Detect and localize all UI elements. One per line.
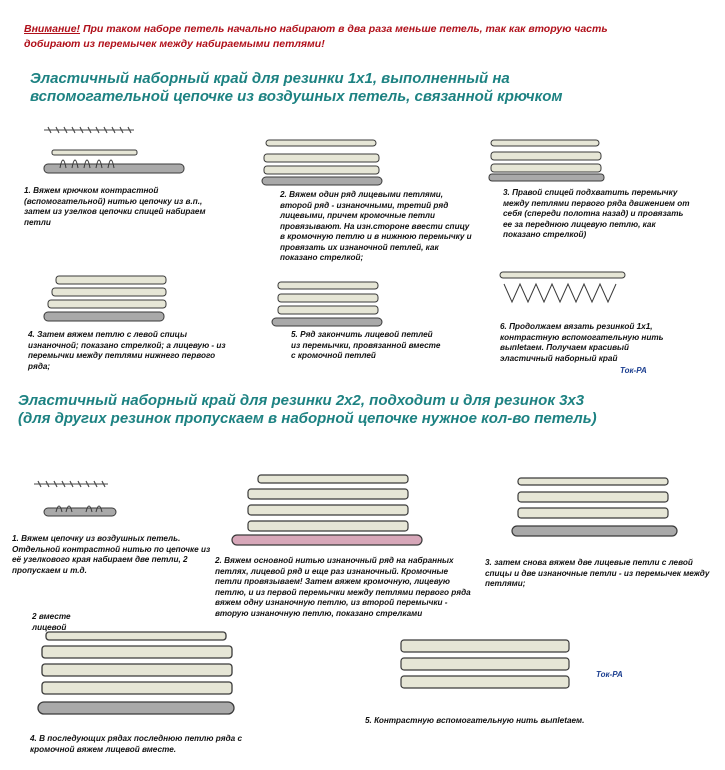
section2-note-label: 2 вместе лицевой: [32, 612, 71, 632]
section1-step3-caption: 3. Правой спицей подхватить перемычку между петлями первого ряда движением от себя (спереди полотна назад) и провязать ее за переднюю лицевую петлю, как показано стрелкой): [503, 188, 690, 239]
section1-step1-caption: 1. Вяжем крючком контрастной (вспомогательной) нитью цепочку из в.п., затем из узелков цепочки спицей набираем петли: [24, 186, 206, 227]
section1-signature: Ток-РА: [620, 366, 647, 375]
knitting-illustration-2x2-step5: [395, 632, 575, 704]
warning-label: Внимание!: [24, 23, 81, 35]
section1-step2-caption: 2. Вяжем один ряд лицевыми петлями, второй ряд - изнаночными, третий ряд лицевыми, причем кромочные петли провязывают. На изн.стороне ввести спицу в кромочную петлю и в нижнюю перемычку и провязать их изнаночной петлей, как показано стрелкой;: [280, 190, 472, 262]
knitting-illustration-2x2-step2: [228, 455, 428, 550]
knitting-illustration-step3: [485, 128, 615, 183]
section1-title-line1: Эластичный наборный край для резинки 1х1, выполненный на: [30, 70, 510, 87]
chain-stitch-illustration-2: [32, 480, 112, 488]
knitting-illustration-step2: [258, 130, 388, 190]
section1-step6-caption: 6. Продолжаем вязать резинкой 1х1, контрастную вспомогательную нить выпletaем. Получаем красивый эластичный наборный край: [500, 322, 664, 363]
knitting-illustration-step1: [42, 142, 192, 182]
section1-step5-caption: 5. Ряд закончить лицевой петлей из перемычки, провязанной вместе с кромочной петлей: [291, 330, 441, 360]
section2-step4-caption: 4. В последующих рядах последнюю петлю ряда с кромочной вяжем лицевой вместе.: [30, 734, 243, 754]
section2-step2-caption: 2. Вяжем основной нитью изнаночный ряд на набранных петлях, лицевой ряд и еще раз изнаночный. Кромочные петли провязываем! Затем вяжем кромочную, лицевую петлю, и из первой перемычки между петлями первого ряда вяжем одну изнаночную петлю, из второй перемычки - вторую изнаночную петлю, показано стрелками: [215, 556, 471, 618]
section2-signature: Ток-РА: [596, 670, 623, 679]
section2-step1-caption: 1. Вяжем цепочку из воздушных петель. Отдельной контрастной нитью по цепочке из её узелкового края набираем две петли, 2 пропускаем и т.д.: [12, 534, 211, 575]
section2-title-line2: (для других резинок пропускаем в наборной цепочке нужное кол-во петель): [18, 410, 597, 427]
section2-step3-caption: 3. затем снова вяжем две лицевые петли с левой спицы и две изнаночные петли - из перемычек между петлями;: [485, 558, 710, 588]
warning-text: При таком наборе петель начально набирают в два раза меньше петель, так как вторую часть добирают из перемычек между набираемыми петлями!: [24, 23, 608, 50]
knitting-illustration-step6: [492, 262, 632, 317]
section1-title-line2: вспомогательной цепочке из воздушных петель, связанной крючком: [30, 88, 563, 105]
knitting-illustration-step5: [262, 272, 392, 332]
knitting-illustration-2x2-step1: [42, 498, 122, 522]
knitting-illustration-2x2-step4: [32, 622, 242, 732]
section1-step4-caption: 4. Затем вяжем петлю с левой спицы изнаночной; показано стрелкой; а лицевую - из перемычки между петлями нижнего первого ряда;: [28, 330, 226, 371]
knitting-illustration-2x2-step3: [508, 462, 683, 547]
chain-stitch-illustration: [42, 126, 137, 134]
warning-note: [24, 22, 624, 52]
section2-title-line1: Эластичный наборный край для резинки 2х2, подходит и для резинок 3х3: [18, 392, 585, 409]
knitting-illustration-step4: [42, 258, 182, 328]
section2-step5-caption: 5. Контрастную вспомогательную нить выпletaем.: [365, 716, 585, 725]
